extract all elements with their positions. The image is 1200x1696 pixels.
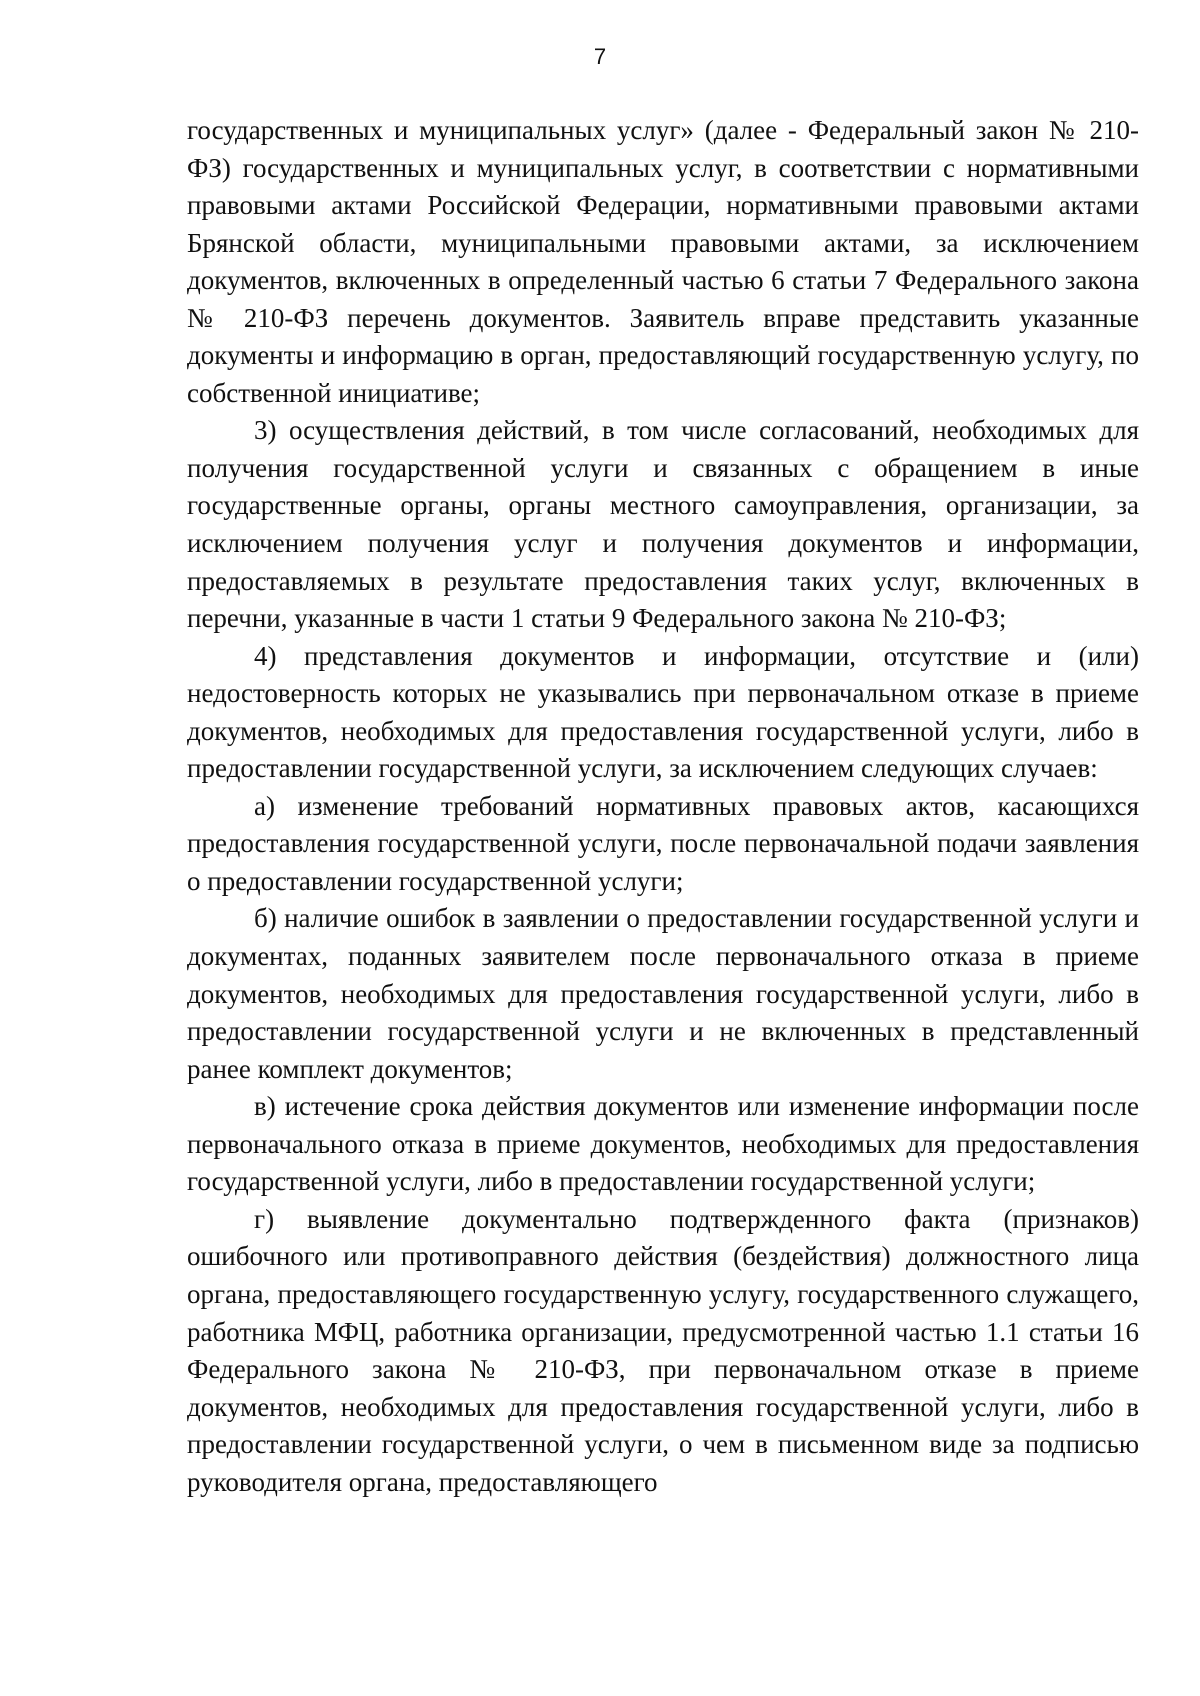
paragraph-subitem-b: б) наличие ошибок в заявлении о предоставлении государственной услуги и документах, поданных заявителем после первоначального отказа в приеме документов, необходимых для предоставления государственной услуги, либо в предоставлении государственной услуги и не включенных в представленный ранее комплект документов;: [187, 903, 1139, 1084]
paragraph-subitem-v: в) истечение срока действия документов или изменение информации после первоначального отказа в приеме документов, необходимых для предоставления государственной услуги, либо в предоставлении государственной услуги;: [187, 1091, 1139, 1197]
paragraph-subitem-g: г) выявление документально подтвержденного факта (признаков) ошибочного или противоправного действия (бездействия) должностного лица органа, предоставляющего государственную услугу, государственного служащего, работника МФЦ, работника организации, предусмотренной частью 1.1 статьи 16 Федерального закона № 210-ФЗ, при первоначальном отказе в приеме документов, необходимых для предоставления государственной услуги, либо в предоставлении государственной услуги, о чем в письменном виде за подписью руководителя органа, предоставляющего: [187, 1203, 1139, 1497]
paragraph-continuation: государственных и муниципальных услуг» (далее - Федеральный закон № 210-ФЗ) государственных и муниципальных услуг, в соответствии с нормативными правовыми актами Российской Федерации, нормативными правовыми актами Брянской области, муниципальными правовыми актами, за исключением документов, включенных в определенный частью 6 статьи 7 Федерального закона № 210-ФЗ перечень документов. Заявитель вправе представить указанные документы и информацию в орган, предоставляющий государственную услугу, по собственной инициативе;: [187, 115, 1139, 408]
page-number: 7: [593, 44, 607, 69]
paragraph-item-3: 3) осуществления действий, в том числе согласований, необходимых для получения государственной услуги и связанных с обращением в иные государственные органы, органы местного самоуправления, организации, за исключением получения услуг и получения документов и информации, предоставляемых в результате предоставления таких услуг, включенных в перечни, указанные в части 1 статьи 9 Федерального закона № 210-ФЗ;: [187, 415, 1139, 634]
document-body: [187, 112, 1139, 1501]
paragraph-subitem-a: а) изменение требований нормативных правовых актов, касающихся предоставления государственной услуги, после первоначальной подачи заявления о предоставлении государственной услуги;: [187, 790, 1139, 896]
paragraph-item-4: 4) представления документов и информации, отсутствие и (или) недостоверность которых не указывались при первоначальном отказе в приеме документов, необходимых для предоставления государственной услуги, либо в предоставлении государственной услуги, за исключением следующих случаев:: [187, 640, 1139, 784]
